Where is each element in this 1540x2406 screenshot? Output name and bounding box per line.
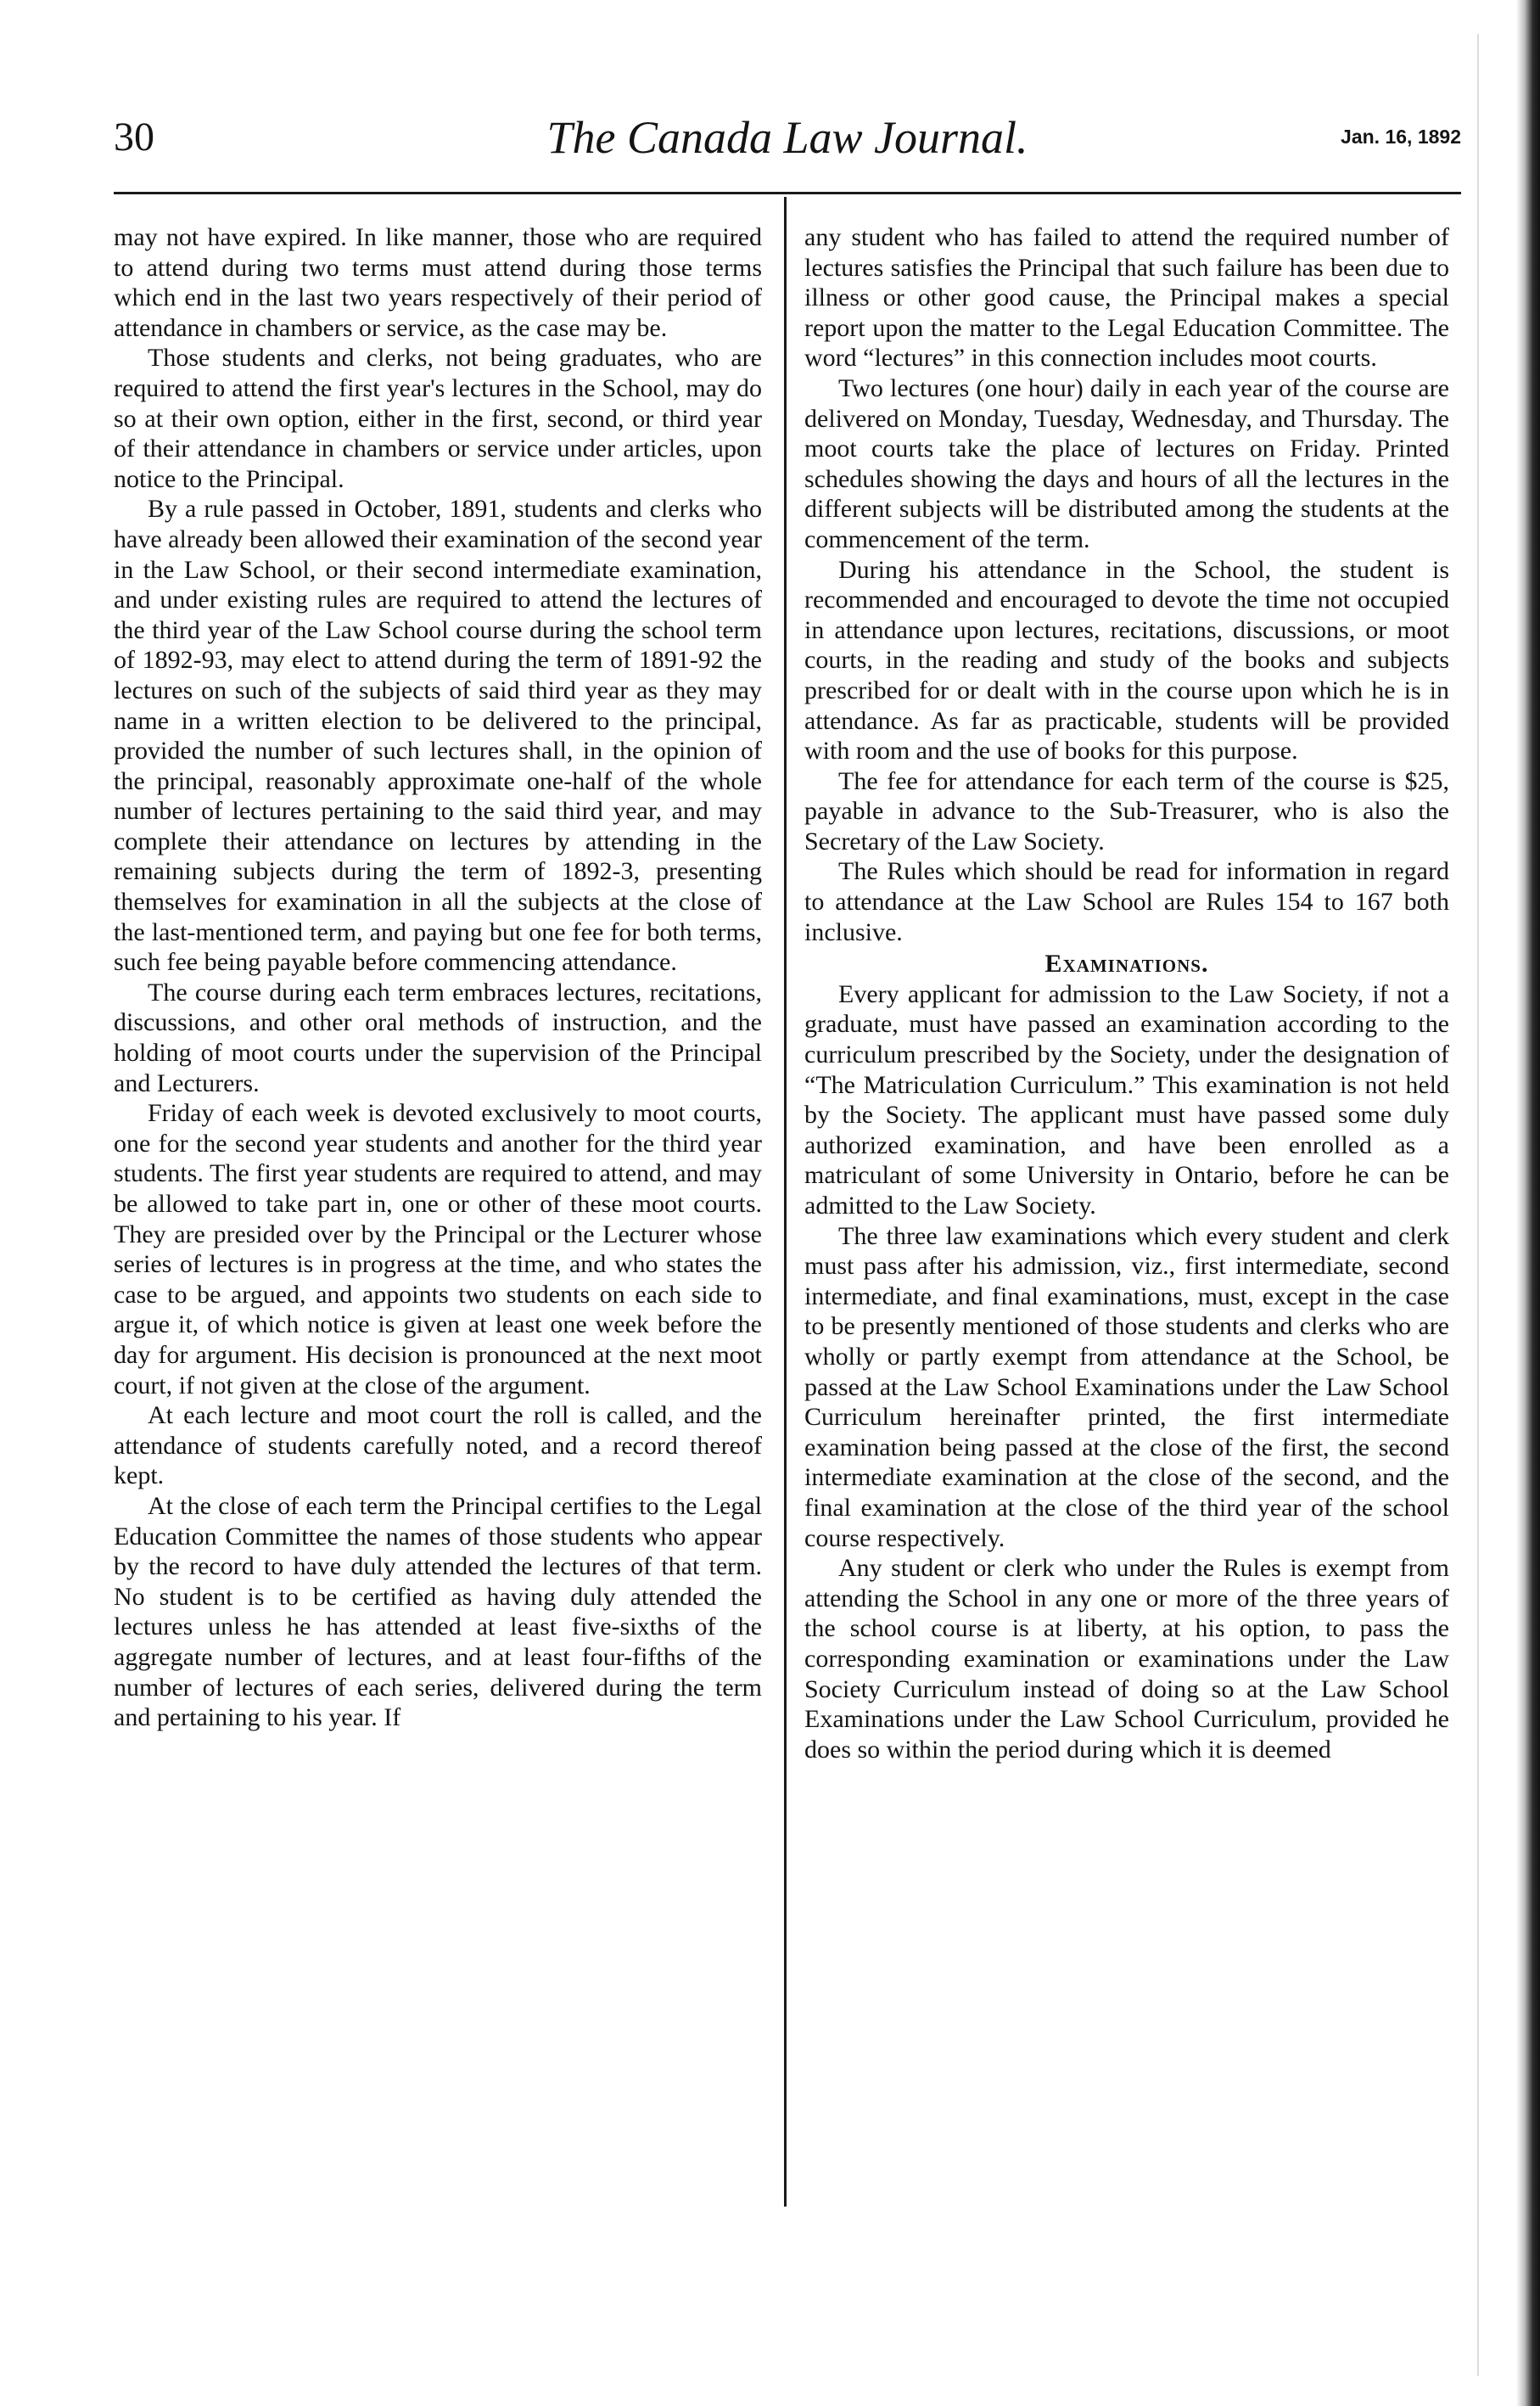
paragraph: The fee for attendance for each term of the course is $25, payable in advance to the Sub-Treasurer, who is also the Secretary of the Law Society. <box>804 766 1449 855</box>
right-column <box>804 222 1449 2205</box>
page-number: 30 <box>114 115 154 160</box>
column-divider <box>784 197 787 2207</box>
header-rule <box>114 192 1461 194</box>
left-column <box>114 222 762 2205</box>
paragraph: Two lectures (one hour) daily in each year of the course are delivered on Monday, Tuesday, Wednesday, and Thursday. The moot courts take the place of lectures on Friday. Printed schedules showing the days and hours of all the lectures in the different subjects will be distributed among the students at the commencement of the term. <box>804 373 1449 553</box>
paragraph: The Rules which should be read for information in regard to attendance at the Law School are Rules 154 to 167 both inclusive. <box>804 857 1449 946</box>
paragraph: any student who has failed to attend the required number of lectures satisfies the Principal that such failure has been due to illness or other good cause, the Principal makes a special report upon the matter to the Legal Education Committee. The word “lectures” in this connection includes moot courts. <box>804 223 1449 373</box>
binding-edge-shadow <box>1516 0 1540 2406</box>
paragraph: Friday of each week is devoted exclusively to moot courts, one for the second year students and another for the third year students. The first year students are required to attend, and may be allowed to take part in, one or other of these moot courts. They are presided over by the Principal or the Lecturer whose series of lectures is in progress at the time, and who states the case to be argued, and appoints two students on each side to argue it, of which notice is given at least one week before the day for argument. His decision is pronounced at the next moot court, if not given at the close of the argument. <box>114 1099 762 1399</box>
paragraph: Those students and clerks, not being graduates, who are required to attend the first year's lectures in the School, may do so at their own option, either in the first, second, or third year of their attendance in chambers or service under articles, upon notice to the Principal. <box>114 344 762 493</box>
paragraph: At the close of each term the Principal certifies to the Legal Education Committee the names of those students who appear by the record to have duly attended the lectures of that term. No student is to be certified as having duly attended the lectures unless he has attended at least five-sixths of the aggregate number of lectures, and at least four-fifths of the number of lectures of each series, delivered during the term and pertaining to his year. If <box>114 1491 762 1732</box>
paragraph: Every applicant for admission to the Law Society, if not a graduate, must have passed an examination according to the curriculum prescribed by the Society, under the designation of “The Matriculation Curriculum.” This examination is not held by the Society. The applicant must have passed some duly authorized examination, and have been enrolled as a matriculant of some University in Ontario, before he can be admitted to the Law Society. <box>804 979 1449 1220</box>
paragraph: The course during each term embraces lectures, recitations, discussions, and other oral methods of instruction, and the holding of moot courts under the supervision of the Principal and Lecturers. <box>114 978 762 1097</box>
page-header <box>114 112 1461 180</box>
journal-title: The Canada Law Journal. <box>546 112 1028 163</box>
paragraph: By a rule passed in October, 1891, students and clerks who have already been allowed their examination of the second year in the Law School, or their second intermediate examination, and under existing rules are required to attend the lectures of the third year of the Law School course during the school term of 1892-93, may elect to attend during the term of 1891-92 the lectures on such of the subjects of said third year as they may name in a written election to be delivered to the principal, provided the number of such lectures shall, in the opinion of the principal, reasonably approximate one-half of the whole number of lectures pertaining to the said third year, and may complete their attendance on lectures by attending in the remaining subjects during the term of 1892-3, presenting themselves for examination in all the subjects at the close of the last-mentioned term, and paying but one fee for both terms, such fee being payable before commencing attendance. <box>114 495 762 977</box>
paragraph: At each lecture and moot court the roll is called, and the attendance of students carefully noted, and a record thereof kept. <box>114 1401 762 1490</box>
section-heading-examinations: Examinations. <box>1044 950 1209 979</box>
page-edge-line <box>1477 34 1479 2376</box>
paragraph: The three law examinations which every student and clerk must pass after his admission, viz., first intermediate, second intermediate, and final examinations, must, except in the case to be presently mentioned of those students and clerks who are wholly or partly exempt from attendance at the School, be passed at the Law School Examinations under the Law School Curriculum hereinafter printed, the first intermediate examination being passed at the close of the first, the second intermediate examination at the close of the second, and the final examination at the close of the third year of the school course respectively. <box>804 1221 1449 1552</box>
paragraph: During his attendance in the School, the student is recommended and encouraged to devote the time not occupied in attendance upon lectures, recitations, discussions, or moot courts, in the reading and study of the books and subjects prescribed for or dealt with in the course upon which he is in attendance. As far as practicable, students will be provided with room and the use of books for this purpose. <box>804 555 1449 766</box>
paragraph: Any student or clerk who under the Rules is exempt from attending the School in any one or more of the three years of the school course is at liberty, at his option, to pass the corresponding examination or examinations under the Law Society Curriculum instead of doing so at the Law School Examinations under the Law School Curriculum, provided he does so within the period during which it is deemed <box>804 1554 1449 1764</box>
issue-date: Jan. 16, 1892 <box>1341 126 1461 148</box>
paragraph: may not have expired. In like manner, those who are required to attend during two terms must attend during those terms which end in the last two years respectively of their period of attendance in chambers or service, as the case may be. <box>114 223 762 342</box>
